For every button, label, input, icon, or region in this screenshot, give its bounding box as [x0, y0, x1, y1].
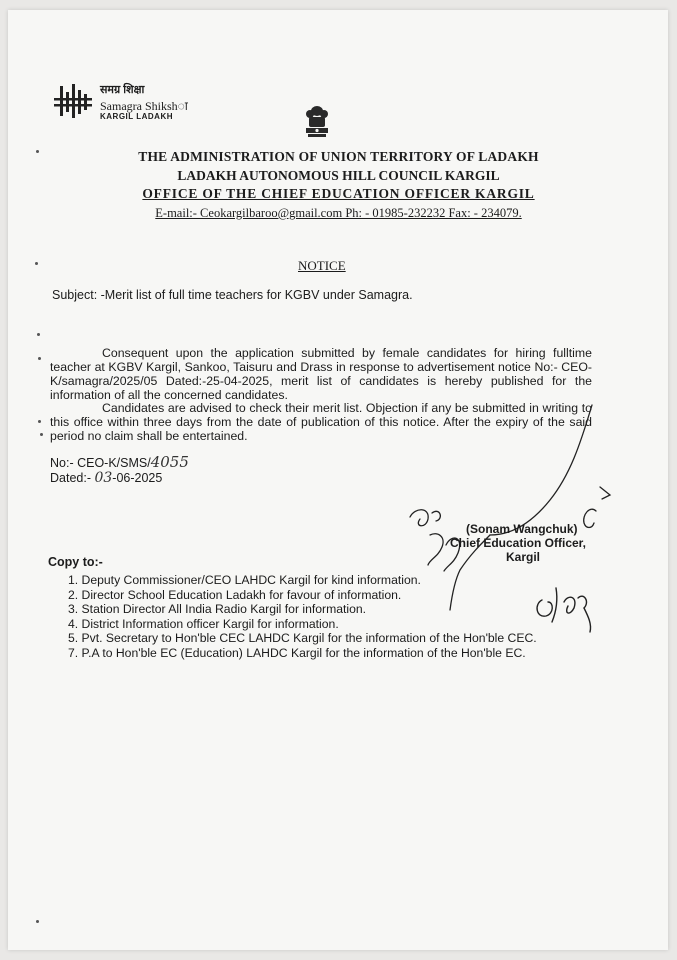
- reference-date-handwritten: 03: [94, 470, 113, 486]
- copy-to-list: [68, 573, 537, 661]
- reference-date-rest: -06-2025: [112, 471, 163, 485]
- samagra-logo-icon: [52, 82, 96, 122]
- copy-to-item: 4. District Information officer Kargil for information.: [68, 616, 339, 631]
- national-emblem-icon: [302, 104, 332, 140]
- header-administration: THE ADMINISTRATION OF UNION TERRITORY OF LADAKH: [138, 149, 539, 164]
- copy-to-item: 2. Director School Education Ladakh for favour of information.: [68, 587, 402, 602]
- reference-number: [50, 453, 189, 471]
- notice-title: NOTICE: [298, 258, 346, 273]
- signatory-designation: Chief Education Officer,: [450, 536, 587, 550]
- copy-to-item: 7. P.A to Hon'ble EC (Education) LAHDC Kargil for the information of the Hon'ble EC.: [68, 645, 526, 660]
- notice-paragraph-1: Consequent upon the application submitted by female candidates for hiring fulltime teacher at KGBV Kargil, Sankoo, Taisuru and Drass in response to advertisement notice No:- CEO-K/samagra/2025/05 Dated:-25-04-2025, merit list of candidates is hereby published for the information of all the concerned candidates.: [50, 346, 592, 402]
- copy-to-item: 1. Deputy Commissioner/CEO LAHDC Kargil for kind information.: [68, 573, 421, 587]
- copy-to-item: 3. Station Director All India Radio Kargil for information.: [68, 602, 367, 617]
- margin-speck: [37, 333, 40, 336]
- margin-speck: [36, 920, 39, 923]
- header-council: LADAKH AUTONOMOUS HILL COUNCIL KARGIL: [177, 168, 500, 183]
- logo-hindi-text: समग्र शिक्षा: [100, 84, 145, 96]
- signatory-name: (Sonam Wangchuk): [466, 522, 578, 536]
- reference-date-label: Dated:-: [50, 471, 95, 485]
- logo-place-text: KARGIL LADAKH: [100, 112, 174, 121]
- initials-mark: [530, 580, 610, 640]
- reference-date: [50, 470, 162, 486]
- samagra-shiksha-logo: [52, 80, 212, 130]
- reference-number-label: No:- CEO-K/SMS/: [50, 456, 151, 470]
- logo-name-text: Samagra Shikshा: [100, 99, 188, 113]
- signatory-block: [450, 522, 587, 564]
- reference-number-handwritten: 4055: [150, 453, 189, 471]
- notice-subject: Subject: -Merit list of full time teachers for KGBV under Samagra.: [52, 288, 413, 302]
- header-office: OFFICE OF THE CHIEF EDUCATION OFFICER KARGIL: [142, 186, 535, 201]
- signatory-place: Kargil: [506, 550, 541, 564]
- margin-speck: [38, 357, 41, 360]
- copy-to-title: Copy to:-: [48, 555, 103, 569]
- margin-speck: [38, 420, 41, 423]
- margin-speck: [40, 433, 43, 436]
- header-contact: E-mail:- Ceokargilbaroo@gmail.com Ph: - 01985-232232 Fax: - 234079.: [155, 206, 522, 220]
- margin-speck: [35, 262, 38, 265]
- notice-paragraph-2: Candidates are advised to check their merit list. Objection if any be submitted in writing to this office within three days from the date of publication of this notice. After the expiry of the said period no claim shall be entertained.: [50, 401, 592, 443]
- copy-to-item: 5. Pvt. Secretary to Hon'ble CEC LAHDC Kargil for the information of the Hon'ble CEC.: [68, 631, 537, 646]
